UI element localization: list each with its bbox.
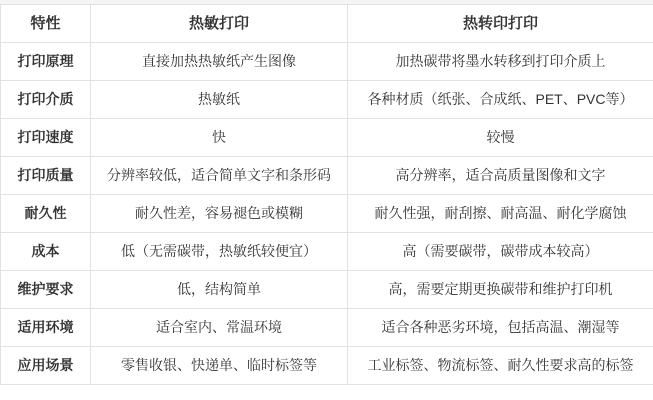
row-label: 打印速度	[1, 119, 91, 157]
transfer-cell: 耐久性强，耐刮擦、耐高温、耐化学腐蚀	[348, 195, 653, 233]
transfer-cell: 较慢	[348, 119, 653, 157]
thermal-cell: 低（无需碳带，热敏纸较便宜）	[91, 233, 348, 271]
row-label: 成本	[1, 233, 91, 271]
transfer-cell: 高（需要碳带，碳带成本较高）	[348, 233, 653, 271]
thermal-cell: 热敏纸	[91, 81, 348, 119]
transfer-cell: 适合各种恶劣环境，包括高温、潮湿等	[348, 309, 653, 347]
table-row-environment	[1, 309, 653, 347]
transfer-cell: 各种材质（纸张、合成纸、PET、PVC等）	[348, 81, 653, 119]
row-label: 打印质量	[1, 157, 91, 195]
transfer-cell: 高，需要定期更换碳带和维护打印机	[348, 271, 653, 309]
row-label: 维护要求	[1, 271, 91, 309]
table-row-print-quality	[1, 157, 653, 195]
table-row-maintenance	[1, 271, 653, 309]
row-label: 打印原理	[1, 43, 91, 81]
transfer-cell: 高分辨率，适合高质量图像和文字	[348, 157, 653, 195]
thermal-cell: 耐久性差，容易褪色或模糊	[91, 195, 348, 233]
thermal-cell: 直接加热热敏纸产生图像	[91, 43, 348, 81]
thermal-cell: 快	[91, 119, 348, 157]
table-row-print-principle	[1, 43, 653, 81]
table-row-use-cases	[1, 347, 653, 385]
header-thermal-transfer-print: 热转印打印	[348, 5, 653, 43]
transfer-cell: 加热碳带将墨水转移到打印介质上	[348, 43, 653, 81]
thermal-cell: 零售收银、快递单、临时标签等	[91, 347, 348, 385]
header-thermal-print: 热敏打印	[91, 5, 348, 43]
row-label: 适用环境	[1, 309, 91, 347]
thermal-cell: 低，结构简单	[91, 271, 348, 309]
table-row-durability	[1, 195, 653, 233]
transfer-cell: 工业标签、物流标签、耐久性要求高的标签	[348, 347, 653, 385]
table-row-print-media	[1, 81, 653, 119]
table-header-row	[1, 5, 653, 43]
row-label: 应用场景	[1, 347, 91, 385]
row-label: 耐久性	[1, 195, 91, 233]
table-row-cost	[1, 233, 653, 271]
thermal-cell: 分辨率较低，适合简单文字和条形码	[91, 157, 348, 195]
thermal-cell: 适合室内、常温环境	[91, 309, 348, 347]
row-label: 打印介质	[1, 81, 91, 119]
header-feature: 特性	[1, 5, 91, 43]
table-row-print-speed	[1, 119, 653, 157]
comparison-table	[0, 4, 653, 385]
